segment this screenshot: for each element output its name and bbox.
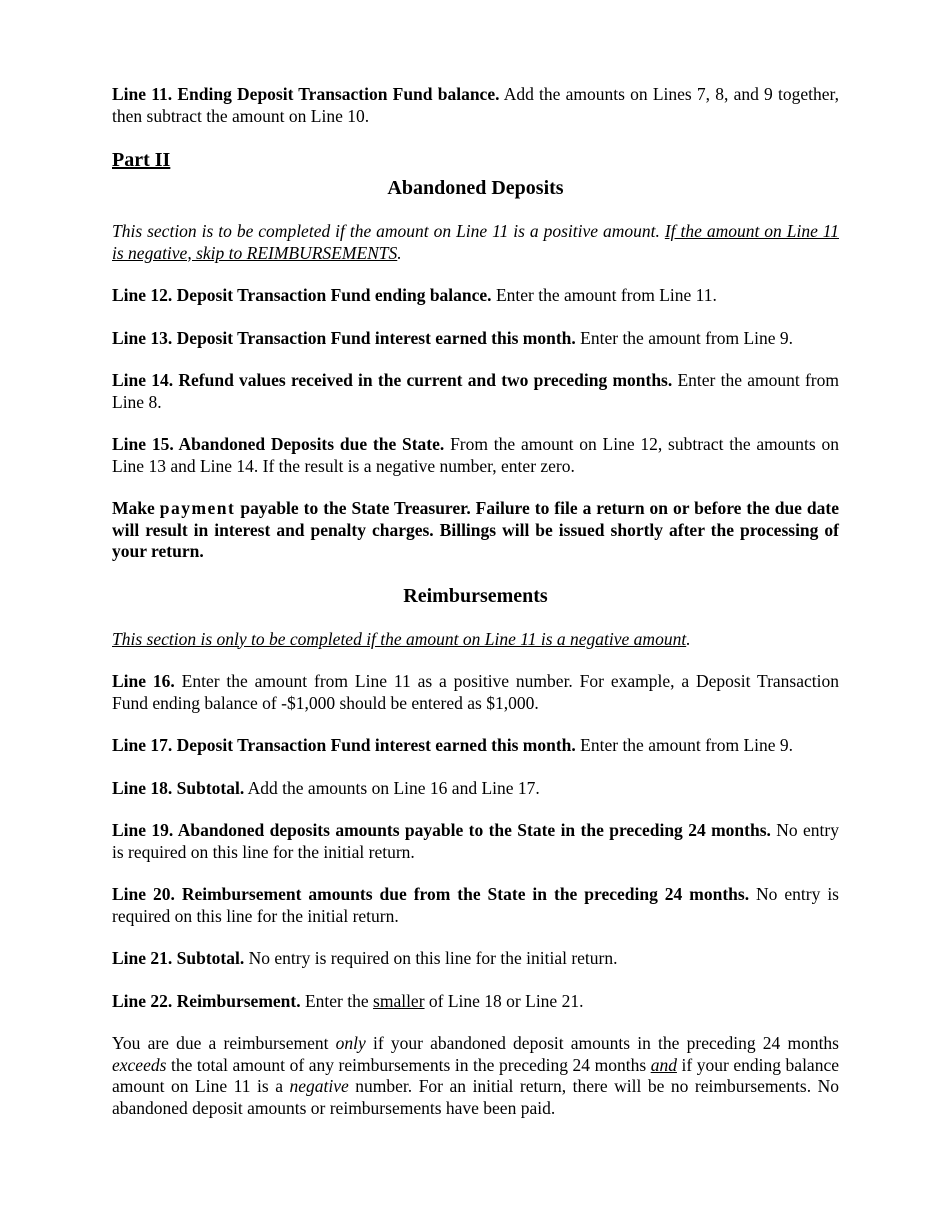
- line-16-paragraph: [112, 671, 839, 714]
- closing-emphasis-exceeds: exceeds: [112, 1054, 167, 1075]
- line-19-paragraph: [112, 820, 839, 863]
- part-ii-intro-end: .: [397, 242, 402, 263]
- line-15-text: From the amount on Line 12, subtract the amounts on Line 13 and Line 14. If the result is a negative number, enter zero.: [112, 434, 839, 476]
- line-13-label: Line 13. Deposit Transaction Fund interest earned this month.: [112, 327, 576, 348]
- closing-emphasis-only: only: [335, 1033, 366, 1053]
- closing-text-2: if your abandoned deposit amounts in the preceding 24 months: [365, 1033, 839, 1053]
- line-19-label: Line 19. Abandoned deposits amounts payable to the State in the preceding 24 months.: [112, 820, 771, 840]
- line-18-label: Line 18. Subtotal.: [112, 777, 245, 798]
- line-20-label: Line 20. Reimbursement amounts due from the State in the preceding 24 months.: [112, 884, 750, 904]
- line-14-paragraph: [112, 370, 839, 413]
- line-14-text: Enter the amount from Line 8.: [112, 370, 839, 412]
- line-22-text-smaller: smaller: [373, 990, 425, 1011]
- closing-paragraph: [112, 1033, 839, 1119]
- line-20-text: No entry is required on this line for the initial return.: [112, 884, 839, 926]
- line-17-label: Line 17. Deposit Transaction Fund interest earned this month.: [112, 735, 576, 755]
- line-12-text: Enter the amount from Line 11.: [491, 285, 717, 305]
- part-ii-title: Part II: [112, 149, 171, 171]
- part-ii-intro: [112, 221, 839, 264]
- line-17-text: Enter the amount from Line 9.: [575, 735, 794, 755]
- line-21-paragraph: [112, 948, 839, 970]
- closing-text-4: if your ending balance amount on Line 11 is a: [112, 1054, 839, 1096]
- line-20-paragraph: [112, 884, 839, 927]
- closing-emphasis-negative: negative: [289, 1076, 349, 1096]
- line-13-text: Enter the amount from Line 9.: [575, 327, 794, 348]
- line-17-paragraph: [112, 735, 839, 757]
- line-22-text-post: of Line 18 or Line 21.: [424, 990, 584, 1011]
- closing-text-3: the total amount of any reimbursements in the preceding 24 months: [166, 1054, 651, 1075]
- payment-notice-word: payment: [159, 498, 236, 518]
- reimbursements-intro: [112, 629, 839, 651]
- reimbursements-heading: Reimbursements: [403, 584, 548, 607]
- line-22-text-pre: Enter the: [300, 990, 374, 1011]
- line-16-text: Enter the amount from Line 11 as a positive number. For example, a Deposit Transaction Fund ending balance of -$1,000 should be entered as $1,000.: [112, 671, 839, 713]
- line-22-paragraph: [112, 991, 839, 1013]
- closing-emphasis-and: and: [650, 1054, 677, 1075]
- line-21-label: Line 21. Subtotal.: [112, 948, 245, 968]
- line-12-paragraph: [112, 285, 839, 307]
- line-15-label: Line 15. Abandoned Deposits due the State.: [112, 434, 445, 454]
- payment-notice-post: payable to the State Treasurer. Failure to file a return on or before the due date will result in interest and penalty charges. Billings will be issued shortly after the processing of your return.: [112, 498, 839, 561]
- closing-text-1: You are due a reimbursement: [112, 1033, 336, 1053]
- document-page: [112, 84, 839, 1119]
- reimbursements-intro-text: This section is only to be completed if the amount on Line 11 is a negative amount: [112, 628, 687, 649]
- line-21-text: No entry is required on this line for the initial return.: [244, 948, 618, 968]
- line-12-label: Line 12. Deposit Transaction Fund ending balance.: [112, 285, 492, 305]
- abandoned-deposits-heading: Abandoned Deposits: [387, 177, 564, 199]
- line-19-text: No entry is required on this line for the initial return.: [112, 820, 839, 862]
- payment-notice-pre: Make: [112, 498, 160, 518]
- line-16-label: Line 16.: [112, 671, 175, 691]
- closing-text-5: number. For an initial return, there will be no reimbursements. No abandoned deposit amounts or reimbursements have been paid.: [112, 1076, 839, 1118]
- part-ii-intro-skip: If the amount on Line 11 is negative, skip to REIMBURSEMENTS: [112, 221, 839, 263]
- line-11-label: Line 11. Ending Deposit Transaction Fund balance.: [112, 84, 500, 104]
- line-11-paragraph: [112, 84, 839, 127]
- line-15-paragraph: [112, 434, 839, 477]
- line-22-label: Line 22. Reimbursement.: [112, 990, 301, 1011]
- line-18-paragraph: [112, 778, 839, 800]
- line-13-paragraph: [112, 328, 839, 350]
- payment-notice: [112, 498, 839, 563]
- reimbursements-intro-end: .: [686, 628, 691, 649]
- part-ii-intro-text: This section is to be completed if the amount on Line 11 is a positive amount.: [112, 221, 665, 241]
- line-18-text: Add the amounts on Line 16 and Line 17.: [244, 777, 540, 798]
- line-11-text: Add the amounts on Lines 7, 8, and 9 together, then subtract the amount on Line 10.: [112, 84, 840, 126]
- line-14-label: Line 14. Refund values received in the current and two preceding months.: [112, 370, 673, 390]
